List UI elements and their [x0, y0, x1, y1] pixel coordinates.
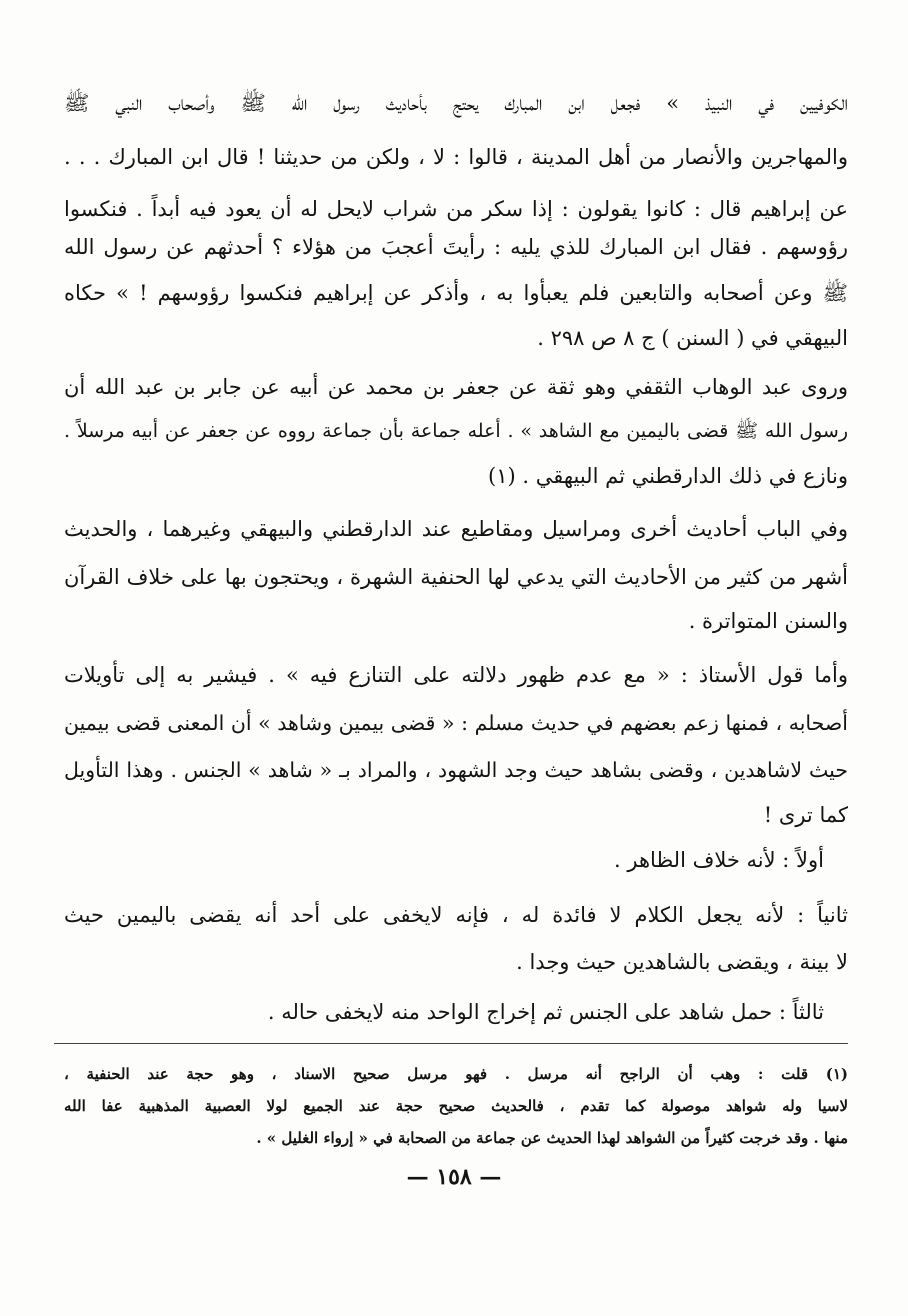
- body-line: رسول الله ﷺ قضى باليمين مع الشاهد » . أعله جماعة بأن جماعة رووه عن جعفر عن أبيه مرسلاً .: [64, 420, 848, 442]
- body-line: أشهر من كثير من الأحاديث التي يدعي لها الحنفية الشهرة ، ويحتجون بها على خلاف القرآن: [64, 565, 848, 589]
- footnote-line: منها . وقد خرجت كثيراً من الشواهد لهذا الحديث عن جماعة من الصحابة في « إرواء الغليل » .: [256, 1129, 848, 1147]
- body-line: كما ترى !: [763, 803, 848, 827]
- body-line: أولاً : لأنه خلاف الظاهر .: [614, 848, 824, 872]
- footnote-separator: [54, 1043, 848, 1044]
- body-line: وأما قول الأستاذ : « مع عدم ظهور دلالته على التنازع فيه » . فيشير به إلى تأويلات: [64, 663, 848, 687]
- footnote-line: (١) قلت : وهب أن الراجح أنه مرسل . فهو مرسل صحيح الاسناد ، وهو حجة عند الحنفية ،: [64, 1065, 848, 1083]
- body-line: البيهقي في ( السنن ) ج ٨ ص ٢٩٨ .: [537, 326, 848, 350]
- body-line: وفي الباب أحاديث أخرى ومراسيل ومقاطيع عند الدارقطني والبيهقي وغيرهما ، والحديث: [64, 517, 848, 541]
- page-number: — ١٥٨ —: [406, 1164, 502, 1190]
- body-line: عن إبراهيم قال : كانوا يقولون : إذا سكر من شراب لايحل له أن يعود فيه أبداً . فنكسوا: [64, 197, 848, 221]
- body-line: الكوفيين في النبيذ » فجعل ابن المبارك يحتج بأحاديث رسول الله ﷺ وأصحاب النبي ﷺ: [64, 91, 848, 115]
- body-line: رؤوسهم . فقال ابن المبارك للذي يليه : رأيتَ أعجبَ من هؤلاء ؟ أحدثهم عن رسول الله: [64, 235, 848, 259]
- body-line: وروى عبد الوهاب الثقفي وهو ثقة عن جعفر بن محمد عن أبيه عن جابر بن عبد الله أن: [64, 375, 848, 399]
- body-line: ثالثاً : حمل شاهد على الجنس ثم إخراج الواحد منه لايخفى حاله .: [267, 1000, 824, 1024]
- body-line: ونازع في ذلك الدارقطني ثم البيهقي . (١): [488, 464, 848, 488]
- body-line: لا بينة ، ويقضى بالشاهدين حيث وجدا .: [516, 950, 848, 974]
- footnote-line: لاسيا وله شواهد موصولة كما تقدم ، فالحديث صحيح حجة عند الجميع لولا العصبية المذهبية عفا الله: [64, 1097, 848, 1115]
- body-line: والمهاجرين والأنصار من أهل المدينة ، قالوا : لا ، ولكن من حديثنا ! قال ابن المبارك . . .: [64, 145, 848, 169]
- body-line: أصحابه ، فمنها زعم بعضهم في حديث مسلم : « قضى بيمين وشاهد » أن المعنى قضى بيمين: [64, 711, 848, 735]
- body-line: حيث لاشاهدين ، وقضى بشاهد حيث وجد الشهود ، والمراد بـ « شاهد » الجنس . وهذا التأويل: [64, 758, 848, 782]
- body-line: ﷺ وعن أصحابه والتابعين فلم يعبأوا به ، وأذكر عن إبراهيم فنكسوا رؤوسهم ! » حكاه: [64, 281, 848, 305]
- body-line: والسنن المتواترة .: [688, 609, 848, 633]
- body-line: ثانياً : لأنه يجعل الكلام لا فائدة له ، فإنه لايخفى على أحد أنه يقضى باليمين حيث: [64, 903, 848, 927]
